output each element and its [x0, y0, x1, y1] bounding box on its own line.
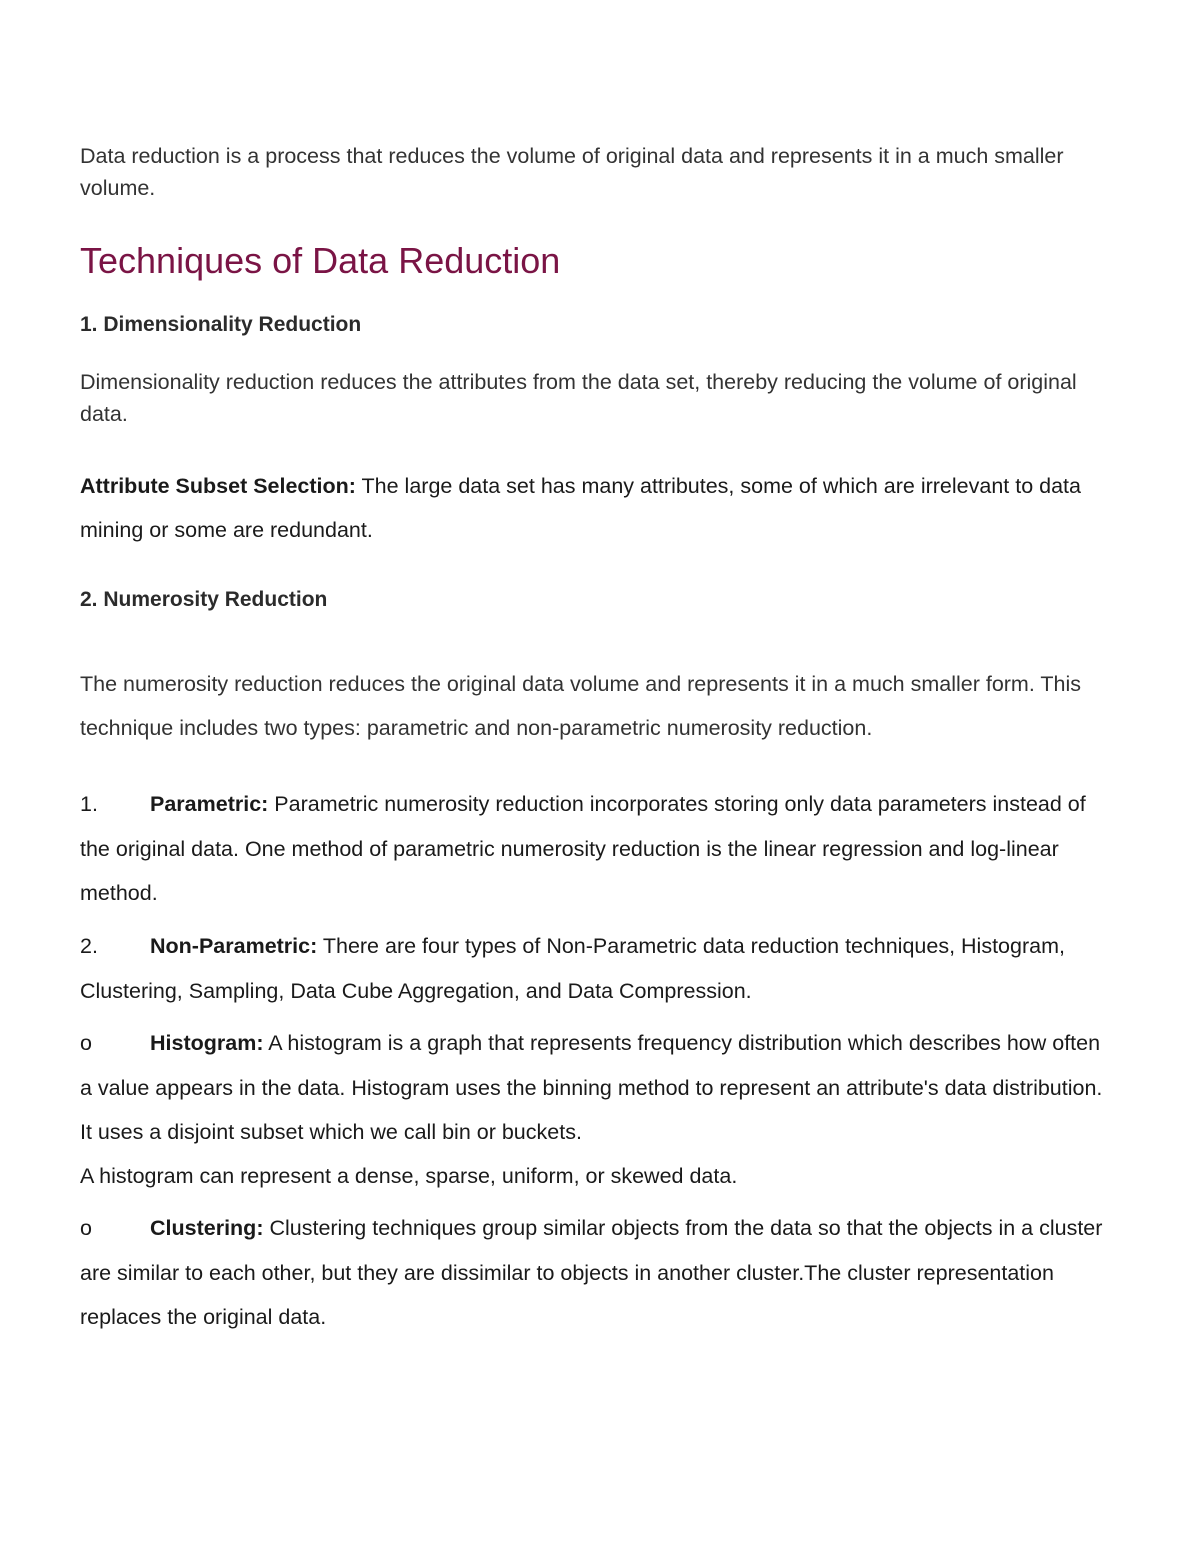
dimensionality-paragraph: Dimensionality reduction reduces the attributes from the data set, thereby reducing the volume of original data.: [80, 370, 1077, 426]
list-item-non-parametric: [80, 924, 1110, 1013]
item-text: Clustering techniques group similar objects from the data so that the objects in a cluster are similar to each other, but they are dissimilar to objects in another cluster.The cluster representation replaces the original data.: [80, 1216, 1103, 1329]
item-label: Histogram:: [150, 1031, 264, 1055]
section-title: Techniques of Data Reduction: [80, 240, 561, 281]
item-text: Parametric numerosity reduction incorporates storing only data parameters instead of the original data. One method of parametric numerosity reduction is the linear regression and log-linear method.: [80, 792, 1086, 905]
dimensionality-heading: 1. Dimensionality Reduction: [80, 313, 362, 336]
item-text: There are four types of Non-Parametric data reduction techniques, Histogram, Clustering, Sampling, Data Cube Aggregation, and Data Compression.: [80, 934, 1065, 1003]
item-label: Clustering:: [150, 1216, 264, 1240]
numerosity-paragraph: The numerosity reduction reduces the original data volume and represents it in a much smaller form. This technique includes two types: parametric and non-parametric numerosity reduction.: [80, 672, 1082, 740]
item-text: A histogram is a graph that represents frequency distribution which describes how often a value appears in the data. Histogram uses the binning method to represent an attribute's data distribution. It uses a disjoint subset which we call bin or buckets.: [80, 1031, 1103, 1144]
histogram-extra-line: A histogram can represent a dense, sparse, uniform, or skewed data.: [80, 1163, 738, 1188]
list-item-clustering: [80, 1206, 1110, 1340]
list-marker: 1.: [80, 792, 98, 816]
intro-paragraph: Data reduction is a process that reduces the volume of original data and represents it in a much smaller volume.: [80, 144, 1064, 200]
list-marker: 2.: [80, 934, 98, 958]
numerosity-heading: 2. Numerosity Reduction: [80, 588, 328, 611]
list-item-parametric: [80, 782, 1110, 916]
attribute-subset-text: The large data set has many attributes, some of which are irrelevant to data mining or some are redundant.: [80, 474, 1081, 542]
attribute-subset-label: Attribute Subset Selection:: [80, 474, 356, 498]
attribute-subset-paragraph: [80, 464, 1110, 552]
bullet-marker: o: [80, 1031, 92, 1055]
item-label: Parametric:: [150, 792, 269, 816]
list-item-histogram: [80, 1021, 1110, 1197]
item-label: Non-Parametric:: [150, 934, 318, 958]
bullet-marker: o: [80, 1216, 92, 1240]
